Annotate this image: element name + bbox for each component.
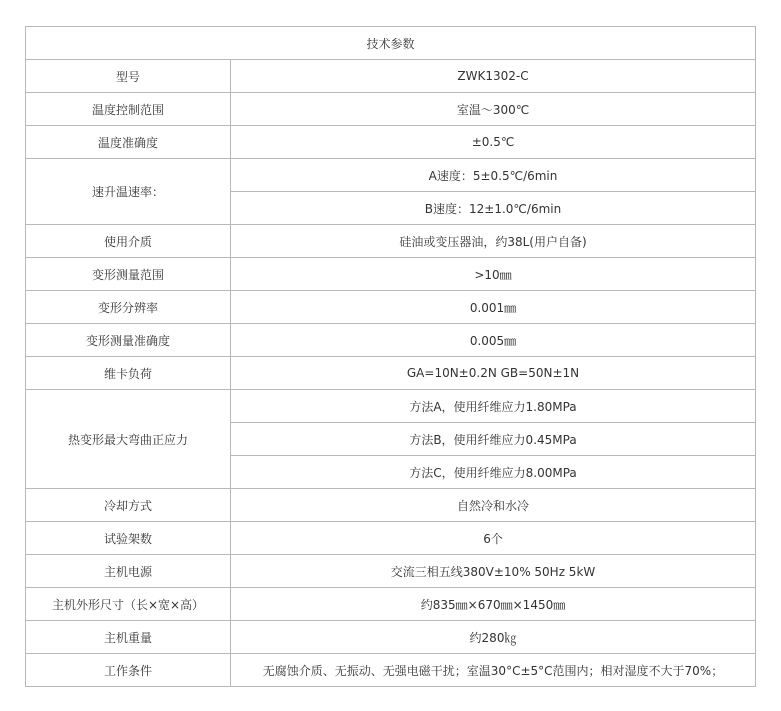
table-row bbox=[26, 225, 756, 258]
table-row bbox=[26, 291, 756, 324]
table-row bbox=[26, 258, 756, 291]
row-label: 主机外形尺寸（长×宽×高） bbox=[26, 588, 231, 621]
table-row bbox=[26, 489, 756, 522]
row-value: 6个 bbox=[231, 522, 756, 555]
table-row bbox=[26, 60, 756, 93]
row-value: 无腐蚀介质、无振动、无强电磁干扰；室温30°C±5°C范围内；相对湿度不大于70%； bbox=[231, 654, 756, 687]
table-row bbox=[26, 654, 756, 687]
spec-table-container bbox=[25, 26, 755, 687]
row-value: 约280㎏ bbox=[231, 621, 756, 654]
row-value: A速度：5±0.5℃/6min bbox=[231, 159, 756, 192]
row-value: 方法B，使用纤维应力0.45MPa bbox=[231, 423, 756, 456]
row-label: 温度准确度 bbox=[26, 126, 231, 159]
row-label: 变形测量准确度 bbox=[26, 324, 231, 357]
row-label: 试验架数 bbox=[26, 522, 231, 555]
row-label: 变形分辨率 bbox=[26, 291, 231, 324]
table-row bbox=[26, 324, 756, 357]
table-row bbox=[26, 390, 756, 423]
row-label: 变形测量范围 bbox=[26, 258, 231, 291]
row-label: 主机电源 bbox=[26, 555, 231, 588]
row-value: 自然冷和水冷 bbox=[231, 489, 756, 522]
row-label: 使用介质 bbox=[26, 225, 231, 258]
row-value: GA=10N±0.2N GB=50N±1N bbox=[231, 357, 756, 390]
row-value: 约835㎜×670㎜×1450㎜ bbox=[231, 588, 756, 621]
row-label: 型号 bbox=[26, 60, 231, 93]
row-value: 方法C，使用纤维应力8.00MPa bbox=[231, 456, 756, 489]
row-label: 工作条件 bbox=[26, 654, 231, 687]
table-row bbox=[26, 126, 756, 159]
row-value: 室温～300℃ bbox=[231, 93, 756, 126]
row-value: ZWK1302-C bbox=[231, 60, 756, 93]
table-row bbox=[26, 159, 756, 192]
row-value: 方法A，使用纤维应力1.80MPa bbox=[231, 390, 756, 423]
row-value: 硅油或变压器油，约38L(用户自备) bbox=[231, 225, 756, 258]
table-row bbox=[26, 357, 756, 390]
row-label: 速升温速率： bbox=[26, 159, 231, 225]
table-row bbox=[26, 555, 756, 588]
row-label: 热变形最大弯曲正应力 bbox=[26, 390, 231, 489]
row-label: 主机重量 bbox=[26, 621, 231, 654]
row-label: 温度控制范围 bbox=[26, 93, 231, 126]
row-value: 0.001㎜ bbox=[231, 291, 756, 324]
row-value: ±0.5℃ bbox=[231, 126, 756, 159]
row-value: 交流三相五线380V±10% 50Hz 5kW bbox=[231, 555, 756, 588]
table-row bbox=[26, 588, 756, 621]
row-value: B速度：12±1.0℃/6min bbox=[231, 192, 756, 225]
row-value: >10㎜ bbox=[231, 258, 756, 291]
table-header-row bbox=[26, 27, 756, 60]
spec-table bbox=[25, 26, 756, 687]
row-label: 维卡负荷 bbox=[26, 357, 231, 390]
row-value: 0.005㎜ bbox=[231, 324, 756, 357]
table-row bbox=[26, 93, 756, 126]
row-label: 冷却方式 bbox=[26, 489, 231, 522]
table-row bbox=[26, 621, 756, 654]
table-row bbox=[26, 522, 756, 555]
table-title: 技术参数 bbox=[26, 27, 756, 60]
